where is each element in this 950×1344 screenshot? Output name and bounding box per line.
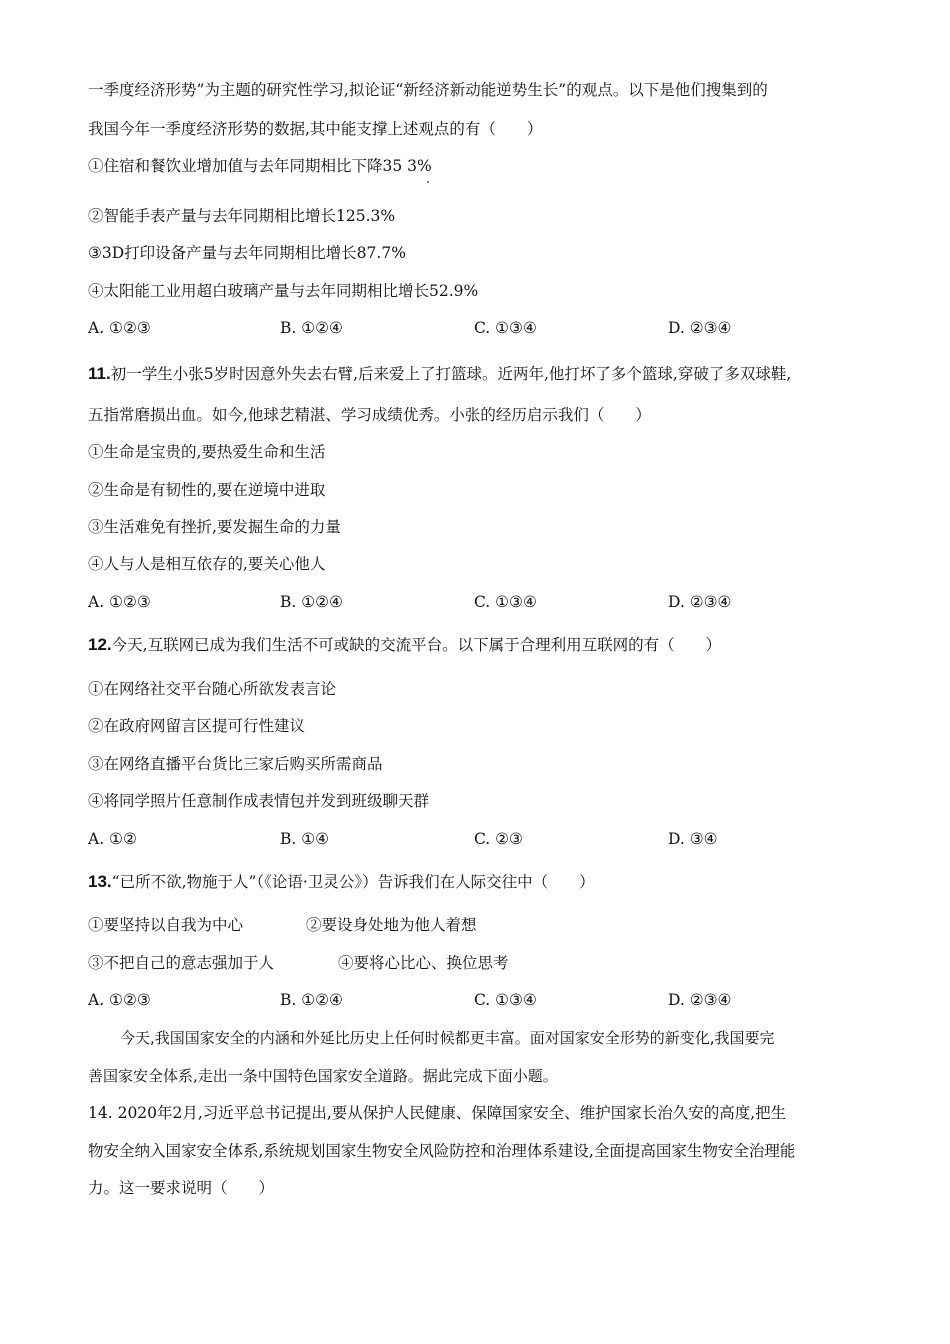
q13-stem-line1: [88, 872, 595, 892]
q13-option-c: C. ①③④: [474, 991, 537, 1009]
q10-option-a: A. ①②③: [88, 319, 151, 337]
q10-option-c: C. ①③④: [474, 319, 537, 337]
q11-option-d: D. ②③④: [668, 593, 732, 611]
q10-item-2: ②智能手表产量与去年同期相比增长125.3%: [88, 207, 396, 225]
q11-option-b: B. ①②④: [280, 593, 343, 611]
q11-item-2: ②生命是有韧性的,要在逆境中进取: [88, 481, 326, 499]
q11-option-a: A. ①②③: [88, 593, 151, 611]
q12-item-4: ④将同学照片任意制作成表情包并发到班级聊天群: [88, 792, 430, 810]
q11-item-1: ①生命是宝贵的,要热爱生命和生活: [88, 443, 326, 461]
q12-option-b: B. ①④: [280, 830, 330, 848]
q13-item-4: ④要将心比心、换位思考: [338, 954, 509, 972]
q14-stem-line2: 物安全纳入国家安全体系,系统规划国家生物安全风险防控和治理体系建设,全面提高国家生物安全治理能: [88, 1142, 796, 1160]
q13-option-d: D. ②③④: [668, 991, 732, 1009]
q10-option-d: D. ②③④: [668, 319, 732, 337]
q10-item-3: ③3D打印设备产量与去年同期相比增长87.7%: [88, 244, 406, 262]
q11-stem-line2: 五指常磨损出血。如今,他球艺精湛、学习成绩优秀。小张的经历启示我们（ ）: [88, 406, 651, 424]
q11-number: 11.: [88, 364, 111, 383]
q12-item-1: ①在网络社交平台随心所欲发表言论: [88, 680, 337, 698]
q10-item-1: ①住宿和餐饮业增加值与去年同期相比下降35 3%: [88, 157, 432, 175]
q12-item-2: ②在政府网留言区提可行性建议: [88, 717, 306, 735]
q14-stem-line3: 力。这一要求说明（ ）: [88, 1179, 275, 1197]
q12-item-3: ③在网络直播平台货比三家后购买所需商品: [88, 755, 383, 773]
q13-item-3: ③不把自己的意志强加于人: [88, 954, 275, 972]
q10-option-b: B. ①②④: [280, 319, 343, 337]
q12-option-c: C. ②③: [474, 830, 523, 848]
q13-item-2: ②要设身处地为他人着想: [306, 916, 477, 934]
q12-number: 12.: [88, 635, 112, 654]
q11-stem-text: 初一学生小张5岁时因意外失去右臂,后来爱上了打篮球。近两年,他打坏了多个篮球,穿破了多双球鞋,: [110, 365, 792, 383]
q13-item-1: ①要坚持以自我为中心: [88, 916, 244, 934]
q13-stem-text: “已所不欲,物施于人”（《论语·卫灵公》）告诉我们在人际交往中（ ）: [111, 873, 595, 891]
q12-stem-line1: [88, 635, 721, 655]
q10-stem-line1: 一季度经济形势”为主题的研究性学习,拟论证“新经济新动能逆势生长”的观点。以下是他们搜集到的: [88, 81, 768, 99]
q11-stem-line1: [88, 364, 791, 384]
material-line2: 善国家安全体系,走出一条中国特色国家安全道路。据此完成下面小题。: [88, 1067, 558, 1085]
q10-item-4: ④太阳能工业用超白玻璃产量与去年同期相比增长52.9%: [88, 282, 479, 300]
q12-option-d: D. ③④: [668, 830, 718, 848]
q12-option-a: A. ①②: [88, 830, 137, 848]
q12-stem-text: 今天,互联网已成为我们生活不可或缺的交流平台。以下属于合理利用互联网的有（ ）: [111, 636, 722, 654]
q11-item-4: ④人与人是相互依存的,要关心他人: [88, 555, 326, 573]
q13-option-a: A. ①②③: [88, 991, 151, 1009]
q10-stem-line2: 我国今年一季度经济形势的数据,其中能支撑上述观点的有（ ）: [88, 120, 543, 138]
q13-option-b: B. ①②④: [280, 991, 343, 1009]
q13-number: 13.: [88, 872, 112, 891]
q14-stem-line1: 14. 2020年2月,习近平总书记提出,要从保护人民健康、保障国家安全、维护国家长治久安的高度,把生: [88, 1104, 787, 1122]
material-line1: 今天,我国国家安全的内涵和外延比历史上任何时候都更丰富。面对国家安全形势的新变化,我国要完: [120, 1029, 775, 1047]
q11-item-3: ③生活难免有挫折,要发掘生命的力量: [88, 518, 341, 536]
q11-option-c: C. ①③④: [474, 593, 537, 611]
stray-dot: [427, 181, 429, 183]
